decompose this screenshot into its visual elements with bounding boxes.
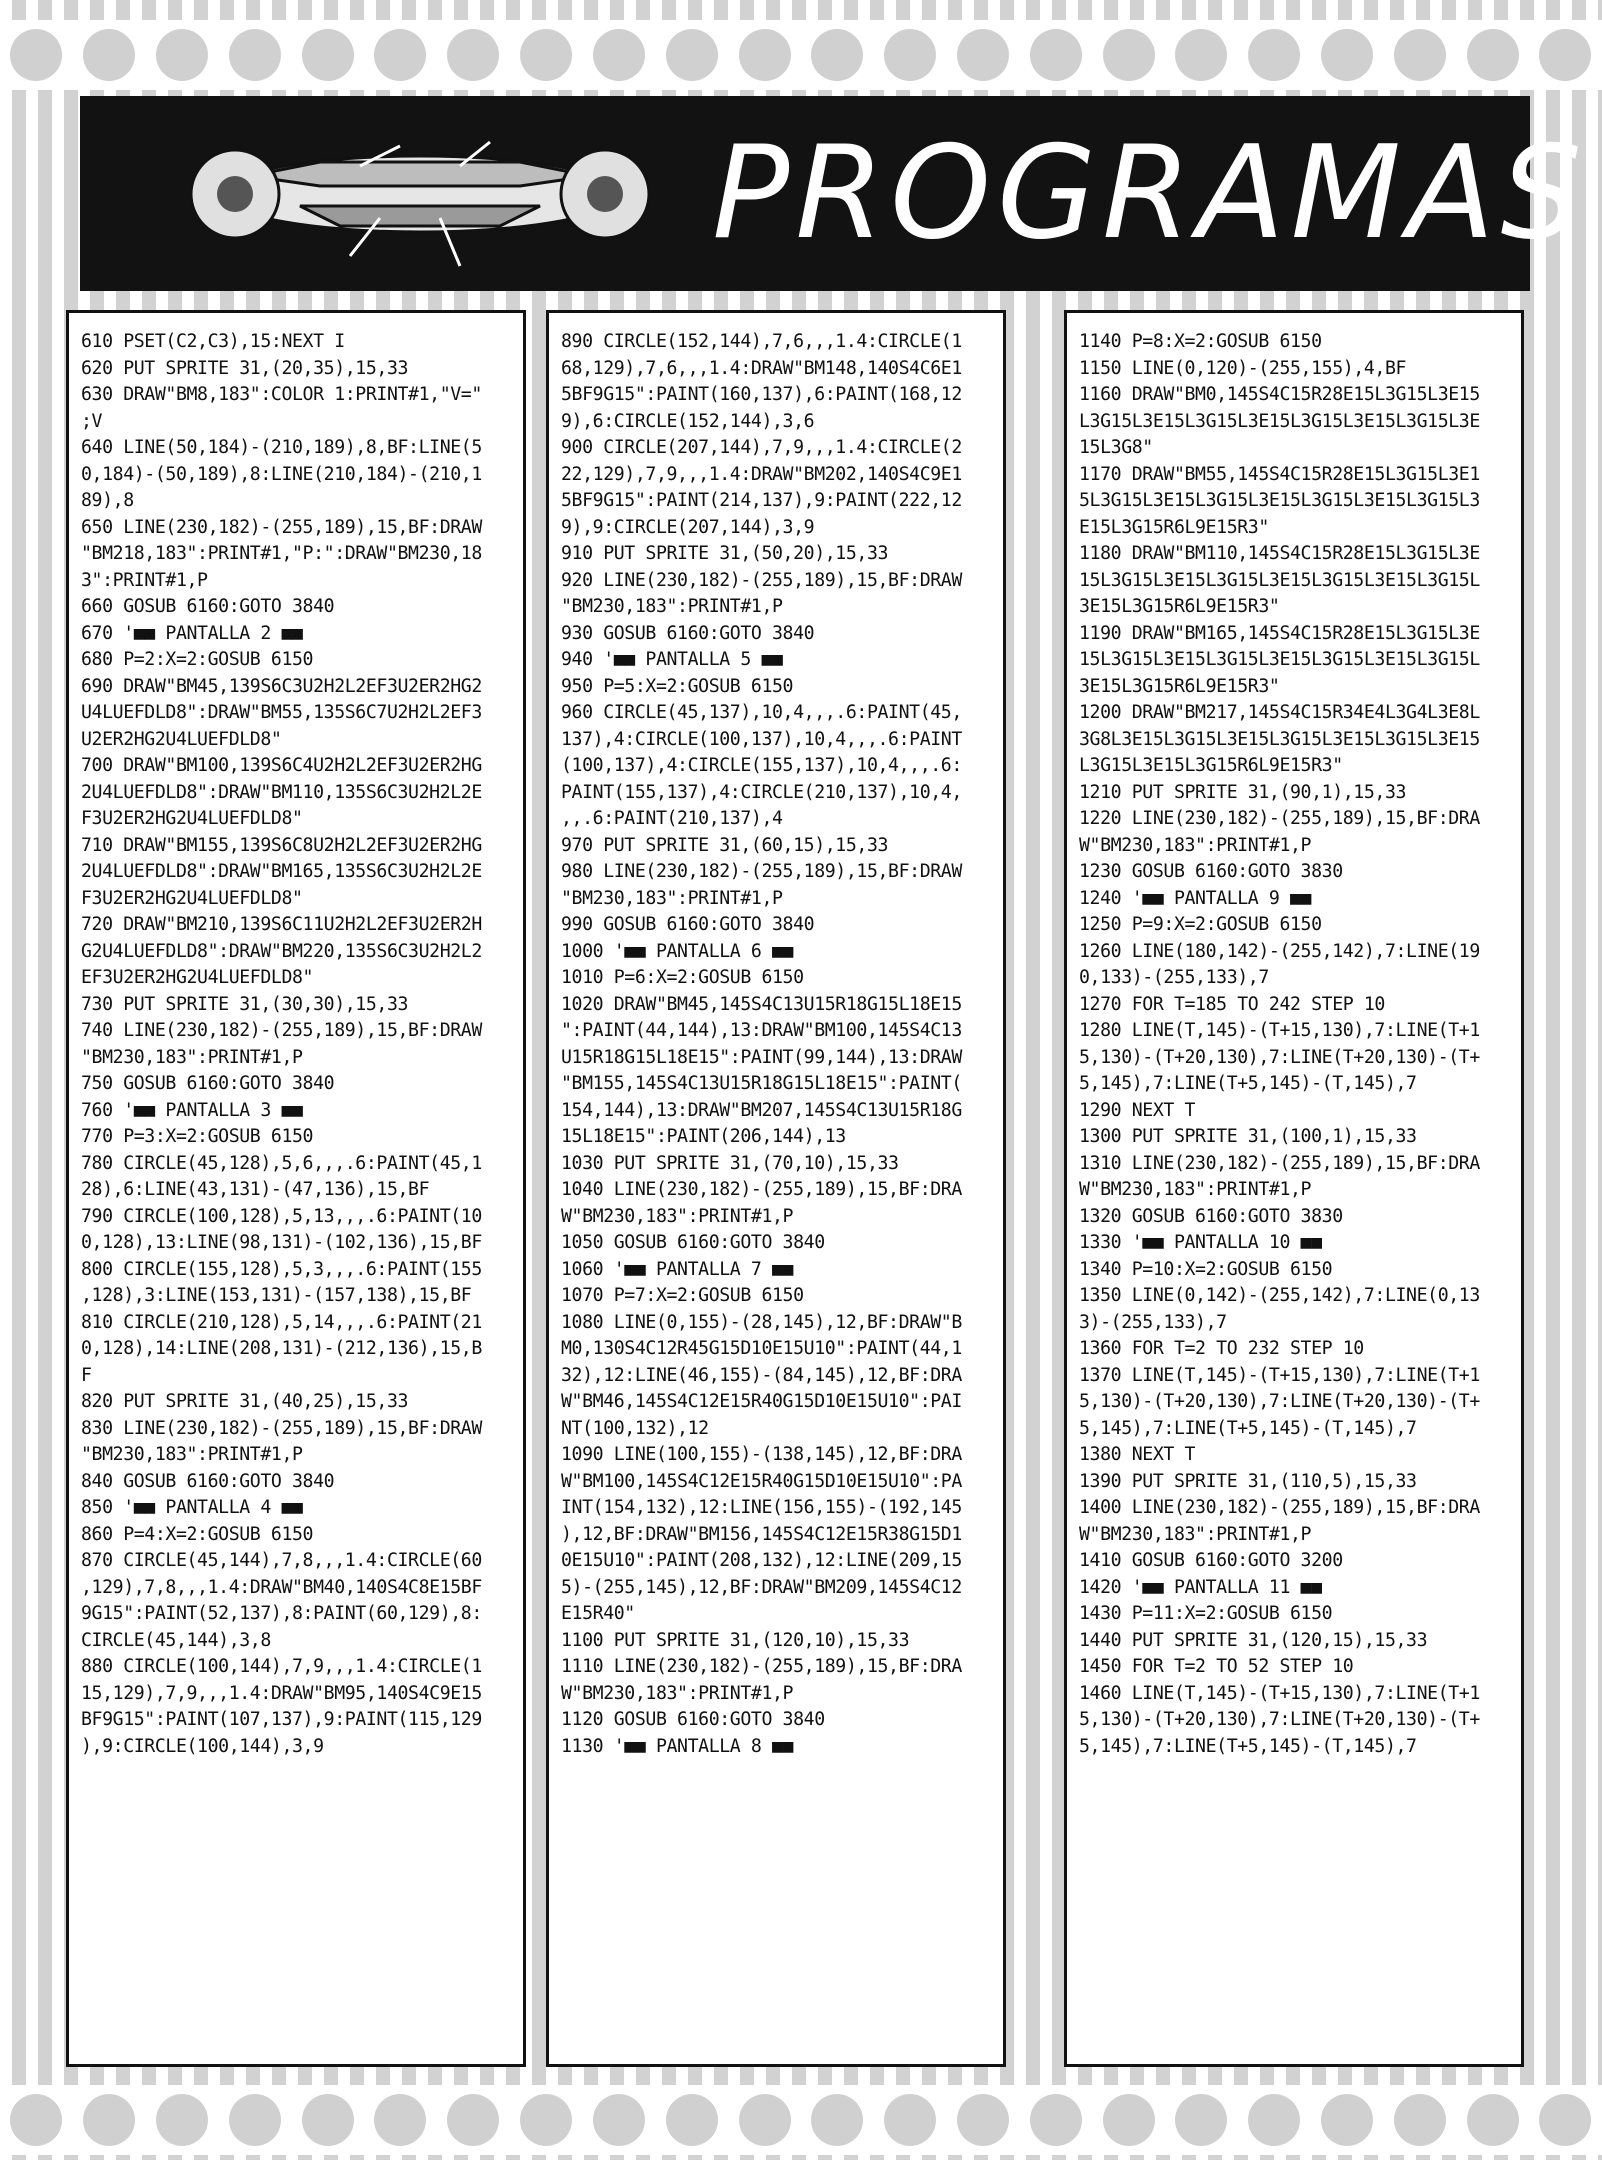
- code-line: ),12,BF:DRAW"BM156,145S4C12E15R38G15D1: [561, 1523, 962, 1545]
- code-line: 1290 NEXT T: [1079, 1099, 1196, 1121]
- code-line: W"BM46,145S4C12E15R40G15D10E15U10":PAI: [561, 1391, 962, 1412]
- code-line: 1380 NEXT T: [1079, 1444, 1196, 1465]
- code-line: 1460 LINE(T,145)-(T+15,130),7:LINE(T+1: [1079, 1682, 1480, 1704]
- code-line: "BM218,183":PRINT#1,"P:":DRAW"BM230,18: [81, 543, 482, 564]
- code-line: L3G15L3E15L3G15L3E15L3G15L3E15L3G15L3E: [1079, 410, 1480, 432]
- code-line: 1410 GOSUB 6160:GOTO 3200: [1079, 1550, 1343, 1571]
- code-line: 15L18E15":PAINT(206,144),13: [561, 1126, 846, 1147]
- code-line: 1050 GOSUB 6160:GOTO 3840: [561, 1232, 825, 1253]
- code-line: 980 LINE(230,182)-(255,189),15,BF:DRAW: [561, 861, 962, 882]
- code-line: 960 CIRCLE(45,137),10,4,,,.6:PAINT(45,: [561, 702, 962, 723]
- code-line: U2ER2HG2U4LUEFDLD8": [81, 728, 282, 750]
- code-line: BF9G15":PAINT(107,137),9:PAINT(115,129: [81, 1709, 482, 1730]
- code-line: 3":PRINT#1,P: [81, 569, 208, 591]
- code-line: 800 CIRCLE(155,128),5,3,,,.6:PAINT(155: [81, 1258, 482, 1280]
- code-line: 5,130)-(T+20,130),7:LINE(T+20,130)-(T+: [1079, 1391, 1480, 1412]
- code-line: ),9:CIRCLE(100,144),3,9: [81, 1735, 324, 1757]
- code-line: ":PAINT(44,144),13:DRAW"BM100,145S4C13: [561, 1020, 962, 1041]
- hole-icon: [229, 2094, 281, 2146]
- code-line: 620 PUT SPRITE 31,(20,35),15,33: [81, 357, 409, 379]
- code-line: 1140 P=8:X=2:GOSUB 6150: [1079, 331, 1322, 352]
- code-line: 850 '■■ PANTALLA 4 ■■: [81, 1497, 303, 1518]
- hole-icon: [1467, 2094, 1519, 2146]
- hole-icon: [1030, 29, 1082, 81]
- code-line: 1110 LINE(230,182)-(255,189),15,BF:DRA: [561, 1656, 962, 1677]
- code-line: ;V: [81, 410, 103, 432]
- code-line: 2U4LUEFDLD8":DRAW"BM165,135S6C3U2H2L2E: [81, 861, 482, 882]
- hole-icon: [739, 2094, 791, 2146]
- code-line: 910 PUT SPRITE 31,(50,20),15,33: [561, 543, 889, 564]
- code-line: 1300 PUT SPRITE 31,(100,1),15,33: [1079, 1126, 1417, 1147]
- code-line: (100,137),4:CIRCLE(155,137),10,4,,,.6:: [561, 755, 962, 776]
- hole-icon: [811, 2094, 863, 2146]
- hole-icon: [1321, 2094, 1373, 2146]
- code-line: 5,130)-(T+20,130),7:LINE(T+20,130)-(T+: [1079, 1046, 1480, 1068]
- code-column-3: [1064, 310, 1524, 2067]
- code-line: 1180 DRAW"BM110,145S4C15R28E15L3G15L3E: [1079, 543, 1480, 564]
- punch-holes-top: [0, 20, 1602, 90]
- hole-icon: [10, 2094, 62, 2146]
- code-line: 1160 DRAW"BM0,145S4C15R28E15L3G15L3E15: [1079, 384, 1480, 405]
- hole-icon: [1175, 29, 1227, 81]
- hole-icon: [1248, 29, 1300, 81]
- code-line: 1060 '■■ PANTALLA 7 ■■: [561, 1258, 794, 1280]
- code-line: ,128),3:LINE(153,131)-(157,138),15,BF: [81, 1285, 472, 1306]
- code-line: W"BM230,183":PRINT#1,P: [1079, 834, 1312, 856]
- code-line: 860 P=4:X=2:GOSUB 6150: [81, 1523, 314, 1545]
- code-line: 660 GOSUB 6160:GOTO 3840: [81, 596, 335, 617]
- hole-icon: [83, 29, 135, 81]
- code-line: 1130 '■■ PANTALLA 8 ■■: [561, 1735, 794, 1757]
- hole-icon: [957, 2094, 1009, 2146]
- code-line: 1090 LINE(100,155)-(138,145),12,BF:DRA: [561, 1444, 962, 1465]
- code-line: 1370 LINE(T,145)-(T+15,130),7:LINE(T+1: [1079, 1364, 1480, 1386]
- code-line: 1120 GOSUB 6160:GOTO 3840: [561, 1709, 825, 1730]
- code-line: 810 CIRCLE(210,128),5,14,,,.6:PAINT(21: [81, 1311, 482, 1333]
- code-line: 730 PUT SPRITE 31,(30,30),15,33: [81, 993, 409, 1015]
- code-line: 2U4LUEFDLD8":DRAW"BM110,135S6C3U2H2L2E: [81, 781, 482, 803]
- code-line: 22,129),7,9,,,1.4:DRAW"BM202,140S4C9E1: [561, 463, 962, 485]
- code-line: 1190 DRAW"BM165,145S4C15R28E15L3G15L3E: [1079, 622, 1480, 644]
- code-line: 0E15U10":PAINT(208,132),12:LINE(209,15: [561, 1550, 962, 1571]
- code-line: 154,144),13:DRAW"BM207,145S4C13U15R18G: [561, 1099, 962, 1121]
- hole-icon: [302, 2094, 354, 2146]
- header-banner: [80, 96, 1588, 291]
- code-line: 830 LINE(230,182)-(255,189),15,BF:DRAW: [81, 1417, 482, 1439]
- code-line: 5BF9G15":PAINT(214,137),9:PAINT(222,12: [561, 490, 962, 511]
- code-line: INT(154,132),12:LINE(156,155)-(192,145: [561, 1497, 962, 1518]
- code-line: 1360 FOR T=2 TO 232 STEP 10: [1079, 1338, 1364, 1359]
- code-line: 710 DRAW"BM155,139S6C8U2H2L2EF3U2ER2HG: [81, 834, 482, 856]
- code-line: 28),6:LINE(43,131)-(47,136),15,BF: [81, 1179, 430, 1200]
- code-line: 1020 DRAW"BM45,145S4C13U15R18G15L18E15: [561, 993, 962, 1015]
- code-line: 1000 '■■ PANTALLA 6 ■■: [561, 940, 794, 962]
- code-line: F3U2ER2HG2U4LUEFDLD8": [81, 887, 303, 909]
- hole-icon: [1030, 2094, 1082, 2146]
- code-line: 1170 DRAW"BM55,145S4C15R28E15L3G15L3E1: [1079, 463, 1480, 485]
- code-line: EF3U2ER2HG2U4LUEFDLD8": [81, 967, 314, 988]
- code-line: 1100 PUT SPRITE 31,(120,10),15,33: [561, 1629, 910, 1651]
- hole-icon: [1539, 2094, 1591, 2146]
- code-line: 650 LINE(230,182)-(255,189),15,BF:DRAW: [81, 516, 482, 538]
- code-line: 1450 FOR T=2 TO 52 STEP 10: [1079, 1656, 1354, 1677]
- hole-icon: [811, 29, 863, 81]
- hole-icon: [593, 29, 645, 81]
- spaceship-icon: [140, 106, 700, 281]
- hole-icon: [156, 29, 208, 81]
- code-line: 0,128),13:LINE(98,131)-(102,136),15,BF: [81, 1232, 482, 1253]
- hole-icon: [666, 2094, 718, 2146]
- code-line: 89),8: [81, 490, 134, 511]
- code-line: 970 PUT SPRITE 31,(60,15),15,33: [561, 834, 889, 856]
- code-line: 5,145),7:LINE(T+5,145)-(T,145),7: [1079, 1073, 1417, 1094]
- code-line: 690 DRAW"BM45,139S6C3U2H2L2EF3U2ER2HG2: [81, 675, 482, 697]
- code-line: "BM230,183":PRINT#1,P: [81, 1046, 303, 1068]
- code-column-1: [66, 310, 526, 2067]
- code-line: 3)-(255,133),7: [1079, 1311, 1227, 1333]
- hole-icon: [374, 2094, 426, 2146]
- code-line: 5L3G15L3E15L3G15L3E15L3G15L3E15L3G15L3: [1079, 490, 1480, 511]
- code-line: 5,145),7:LINE(T+5,145)-(T,145),7: [1079, 1735, 1417, 1757]
- code-line: 1220 LINE(230,182)-(255,189),15,BF:DRA: [1079, 808, 1480, 829]
- code-line: 1240 '■■ PANTALLA 9 ■■: [1079, 887, 1312, 909]
- code-line: 610 PSET(C2,C3),15:NEXT I: [81, 331, 345, 352]
- code-line: 1070 P=7:X=2:GOSUB 6150: [561, 1285, 804, 1306]
- code-line: 640 LINE(50,184)-(210,189),8,BF:LINE(5: [81, 437, 482, 458]
- code-line: 15,129),7,9,,,1.4:DRAW"BM95,140S4C9E15: [81, 1682, 482, 1704]
- code-line: 930 GOSUB 6160:GOTO 3840: [561, 622, 815, 644]
- code-line: 750 GOSUB 6160:GOTO 3840: [81, 1073, 335, 1094]
- code-line: 5,130)-(T+20,130),7:LINE(T+20,130)-(T+: [1079, 1709, 1480, 1730]
- code-line: 820 PUT SPRITE 31,(40,25),15,33: [81, 1391, 409, 1412]
- hole-icon: [156, 2094, 208, 2146]
- hole-icon: [520, 29, 572, 81]
- code-line: 740 LINE(230,182)-(255,189),15,BF:DRAW: [81, 1020, 482, 1041]
- code-line: U15R18G15L18E15":PAINT(99,144),13:DRAW: [561, 1046, 962, 1068]
- hole-icon: [520, 2094, 572, 2146]
- code-line: E15R40": [561, 1603, 635, 1624]
- hole-icon: [957, 29, 1009, 81]
- code-line: 1310 LINE(230,182)-(255,189),15,BF:DRA: [1079, 1152, 1480, 1174]
- page-title: PROGRAMAS: [712, 119, 1588, 268]
- hole-icon: [10, 29, 62, 81]
- code-line: 5)-(255,145),12,BF:DRAW"BM209,145S4C12: [561, 1576, 962, 1598]
- code-line: 1030 PUT SPRITE 31,(70,10),15,33: [561, 1152, 899, 1174]
- code-line: PAINT(155,137),4:CIRCLE(210,137),10,4,: [561, 781, 962, 803]
- code-line: W"BM230,183":PRINT#1,P: [1079, 1523, 1312, 1545]
- hole-icon: [1103, 2094, 1155, 2146]
- code-line: 3E15L3G15R6L9E15R3": [1079, 596, 1280, 617]
- code-line: CIRCLE(45,144),3,8: [81, 1629, 271, 1651]
- punch-holes-bottom: [0, 2085, 1602, 2155]
- code-line: 890 CIRCLE(152,144),7,6,,,1.4:CIRCLE(1: [561, 331, 962, 352]
- code-line: 1340 P=10:X=2:GOSUB 6150: [1079, 1258, 1333, 1280]
- code-line: 1350 LINE(0,142)-(255,142),7:LINE(0,13: [1079, 1285, 1480, 1306]
- code-line: 870 CIRCLE(45,144),7,8,,,1.4:CIRCLE(60: [81, 1550, 482, 1571]
- code-line: 630 DRAW"BM8,183":COLOR 1:PRINT#1,"V=": [81, 384, 482, 405]
- code-line: 0,133)-(255,133),7: [1079, 967, 1269, 988]
- hole-icon: [666, 29, 718, 81]
- code-line: 1430 P=11:X=2:GOSUB 6150: [1079, 1603, 1333, 1624]
- code-line: ,129),7,8,,,1.4:DRAW"BM40,140S4C8E15BF: [81, 1576, 482, 1598]
- code-line: 770 P=3:X=2:GOSUB 6150: [81, 1126, 314, 1147]
- code-line: 68,129),7,6,,,1.4:DRAW"BM148,140S4C6E1: [561, 357, 962, 379]
- code-line: 680 P=2:X=2:GOSUB 6150: [81, 649, 314, 670]
- hole-icon: [1394, 2094, 1446, 2146]
- code-line: "BM155,145S4C13U15R18G15L18E15":PAINT(: [561, 1073, 962, 1094]
- code-line: W"BM230,183":PRINT#1,P: [561, 1682, 794, 1704]
- code-line: 32),12:LINE(46,155)-(84,145),12,BF:DRA: [561, 1364, 962, 1386]
- code-line: 0,128),14:LINE(208,131)-(212,136),15,B: [81, 1338, 482, 1359]
- code-line: E15L3G15R6L9E15R3": [1079, 516, 1269, 538]
- code-line: 15L3G8": [1079, 437, 1153, 458]
- code-line: 940 '■■ PANTALLA 5 ■■: [561, 649, 783, 670]
- code-line: 1440 PUT SPRITE 31,(120,15),15,33: [1079, 1629, 1428, 1651]
- code-line: 1080 LINE(0,155)-(28,145),12,BF:DRAW"B: [561, 1311, 962, 1333]
- code-line: 15L3G15L3E15L3G15L3E15L3G15L3E15L3G15L: [1079, 649, 1480, 670]
- code-line: 920 LINE(230,182)-(255,189),15,BF:DRAW: [561, 569, 962, 591]
- code-line: W"BM230,183":PRINT#1,P: [561, 1205, 794, 1227]
- hole-icon: [302, 29, 354, 81]
- hole-icon: [374, 29, 426, 81]
- code-line: "BM230,183":PRINT#1,P: [561, 887, 783, 909]
- code-line: 760 '■■ PANTALLA 3 ■■: [81, 1099, 303, 1121]
- hole-icon: [447, 2094, 499, 2146]
- code-line: 5,145),7:LINE(T+5,145)-(T,145),7: [1079, 1417, 1417, 1439]
- code-line: W"BM230,183":PRINT#1,P: [1079, 1179, 1312, 1200]
- code-line: L3G15L3E15L3G15R6L9E15R3": [1079, 755, 1343, 776]
- code-line: 137),4:CIRCLE(100,137),10,4,,,.6:PAINT: [561, 728, 962, 750]
- code-line: 1260 LINE(180,142)-(255,142),7:LINE(19: [1079, 940, 1480, 962]
- code-line: 1280 LINE(T,145)-(T+15,130),7:LINE(T+1: [1079, 1020, 1480, 1041]
- hole-icon: [884, 29, 936, 81]
- code-line: W"BM100,145S4C12E15R40G15D10E15U10":PA: [561, 1470, 962, 1492]
- code-line: 1330 '■■ PANTALLA 10 ■■: [1079, 1232, 1322, 1253]
- code-line: 1230 GOSUB 6160:GOTO 3830: [1079, 861, 1343, 882]
- code-line: 700 DRAW"BM100,139S6C4U2H2L2EF3U2ER2HG: [81, 755, 482, 776]
- code-line: 1150 LINE(0,120)-(255,155),4,BF: [1079, 357, 1407, 379]
- code-line: F3U2ER2HG2U4LUEFDLD8": [81, 808, 303, 829]
- code-line: 9),9:CIRCLE(207,144),3,9: [561, 516, 815, 538]
- code-line: M0,130S4C12R45G15D10E15U10":PAINT(44,1: [561, 1338, 962, 1359]
- hole-icon: [1175, 2094, 1227, 2146]
- hole-icon: [1467, 29, 1519, 81]
- hole-icon: [1394, 29, 1446, 81]
- code-line: 1320 GOSUB 6160:GOTO 3830: [1079, 1205, 1343, 1227]
- code-line: 1270 FOR T=185 TO 242 STEP 10: [1079, 993, 1385, 1015]
- code-line: "BM230,183":PRINT#1,P: [81, 1444, 303, 1465]
- code-column-2: [546, 310, 1006, 2067]
- code-line: 1250 P=9:X=2:GOSUB 6150: [1079, 914, 1322, 935]
- code-line: 1200 DRAW"BM217,145S4C15R34E4L3G4L3E8L: [1079, 702, 1480, 723]
- code-line: 5BF9G15":PAINT(160,137),6:PAINT(168,12: [561, 384, 962, 405]
- code-line: 0,184)-(50,189),8:LINE(210,184)-(210,1: [81, 463, 482, 485]
- code-line: F: [81, 1364, 92, 1386]
- hole-icon: [739, 29, 791, 81]
- hole-icon: [1539, 29, 1591, 81]
- code-line: 1390 PUT SPRITE 31,(110,5),15,33: [1079, 1470, 1417, 1492]
- code-line: 840 GOSUB 6160:GOTO 3840: [81, 1470, 335, 1492]
- hole-icon: [1321, 29, 1373, 81]
- code-line: NT(100,132),12: [561, 1417, 709, 1439]
- code-line: 790 CIRCLE(100,128),5,13,,,.6:PAINT(10: [81, 1205, 482, 1227]
- code-line: "BM230,183":PRINT#1,P: [561, 596, 783, 617]
- code-line: G2U4LUEFDLD8":DRAW"BM220,135S6C3U2H2L2: [81, 940, 482, 962]
- code-line: 15L3G15L3E15L3G15L3E15L3G15L3E15L3G15L: [1079, 569, 1480, 591]
- hole-icon: [1248, 2094, 1300, 2146]
- code-line: 900 CIRCLE(207,144),7,9,,,1.4:CIRCLE(2: [561, 437, 962, 458]
- code-line: 720 DRAW"BM210,139S6C11U2H2L2EF3U2ER2H: [81, 914, 482, 935]
- code-line: 9G15":PAINT(52,137),8:PAINT(60,129),8:: [81, 1603, 482, 1624]
- hole-icon: [1103, 29, 1155, 81]
- code-line: 780 CIRCLE(45,128),5,6,,,.6:PAINT(45,1: [81, 1152, 482, 1174]
- code-line: 9),6:CIRCLE(152,144),3,6: [561, 410, 815, 432]
- code-line: 950 P=5:X=2:GOSUB 6150: [561, 675, 794, 697]
- code-line: 1010 P=6:X=2:GOSUB 6150: [561, 967, 804, 988]
- hole-icon: [593, 2094, 645, 2146]
- hole-icon: [83, 2094, 135, 2146]
- code-line: U4LUEFDLD8":DRAW"BM55,135S6C7U2H2L2EF3: [81, 702, 482, 723]
- code-line: 670 '■■ PANTALLA 2 ■■: [81, 622, 303, 644]
- code-line: 1400 LINE(230,182)-(255,189),15,BF:DRA: [1079, 1497, 1480, 1518]
- hole-icon: [884, 2094, 936, 2146]
- code-line: 3E15L3G15R6L9E15R3": [1079, 675, 1280, 697]
- code-line: 1210 PUT SPRITE 31,(90,1),15,33: [1079, 781, 1407, 803]
- code-line: 880 CIRCLE(100,144),7,9,,,1.4:CIRCLE(1: [81, 1656, 482, 1677]
- code-line: ,,.6:PAINT(210,137),4: [561, 808, 783, 829]
- code-line: 3G8L3E15L3G15L3E15L3G15L3E15L3G15L3E15: [1079, 728, 1480, 750]
- code-line: 1040 LINE(230,182)-(255,189),15,BF:DRA: [561, 1179, 962, 1200]
- hole-icon: [447, 29, 499, 81]
- code-line: 990 GOSUB 6160:GOTO 3840: [561, 914, 815, 935]
- code-line: 1420 '■■ PANTALLA 11 ■■: [1079, 1576, 1322, 1598]
- hole-icon: [229, 29, 281, 81]
